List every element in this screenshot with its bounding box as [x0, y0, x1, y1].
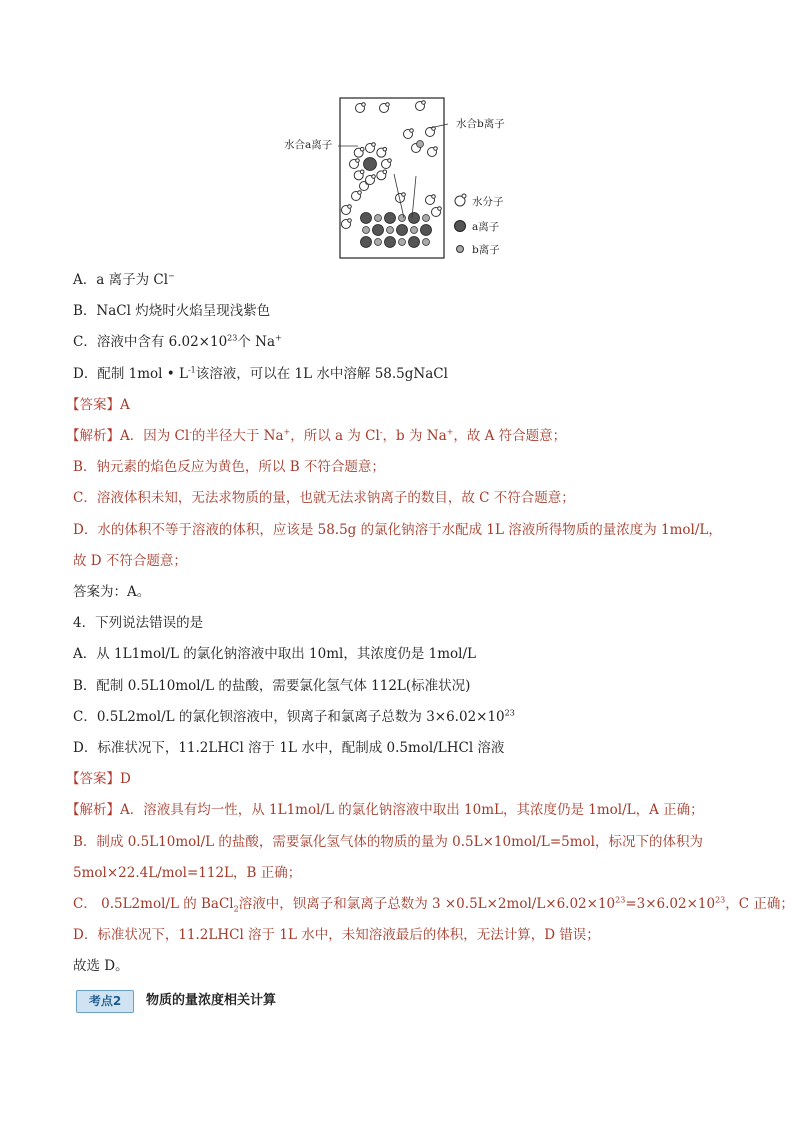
lattice-b-ion	[375, 215, 382, 222]
water-hydrogen	[348, 219, 352, 223]
water-hydrogen	[348, 205, 352, 209]
lattice-b-ion	[375, 239, 382, 246]
q3-analysis-b: B．钠元素的焰色反应为黄色，所以 B 不符合题意；	[73, 459, 385, 475]
lattice-a-ion	[397, 225, 408, 236]
q3-answer: 【答案】A	[66, 397, 130, 413]
hydrated-a-ion	[364, 158, 377, 171]
q3-option-a: A．a 离子为 Cl−	[73, 271, 175, 288]
legend-a-label: a离子	[472, 221, 500, 233]
legend-a-icon	[455, 221, 466, 232]
q4-analysis-b-cont: 5mol×22.4L/mol=112L，B 正确；	[73, 865, 302, 881]
water-hydrogen	[402, 193, 406, 197]
water-hydrogen	[360, 147, 364, 151]
lattice-a-ion	[409, 213, 420, 224]
water-hydrogen	[372, 143, 376, 147]
water-hydrogen	[383, 147, 387, 151]
q3-analysis-c: C．溶液体积未知，无法求物质的量，也就无法求钠离子的数目，故 C 不符合题意；	[73, 490, 575, 506]
water-hydrogen	[388, 159, 392, 163]
lattice-a-ion	[409, 237, 420, 248]
q4-analysis-d: D．标准状况下，11.2LHCl 溶于 1L 水中，未知溶液最后的体积，无法计算，D 错误；	[73, 927, 600, 943]
lattice-a-ion	[385, 237, 396, 248]
q4-option-a: A．从 1L1mol/L 的氯化钠溶液中取出 10ml，其浓度仍是 1mol/L	[73, 646, 476, 662]
q4-stem: 4．下列说法错误的是	[73, 615, 204, 631]
q3-analysis-a: 【解析】A．因为 Cl-的半径大于 Na+，所以 a 为 Cl-，b 为 Na+，故 A 符合题意；	[66, 427, 567, 444]
q4-answer: 【答案】D	[66, 771, 131, 787]
q4-option-c: C．0.5L2mol/L 的氯化钡溶液中，钡离子和氯离子总数为 $3\times 6.02\times 10^{23}$	[73, 708, 515, 725]
water-hydrogen	[386, 103, 390, 107]
lattice-a-ion	[385, 213, 396, 224]
arrow-line-2	[412, 176, 416, 218]
q3-option-c: C．溶液中含有 $6.02\times 10^{23}$个 Na+	[73, 333, 282, 350]
lattice-b-ion	[423, 239, 430, 246]
water-hydrogen	[410, 129, 414, 133]
q3-option-b: B．NaCl 灼烧时火焰呈现浅紫色	[73, 303, 271, 319]
lattice-b-ion	[399, 239, 406, 246]
lattice-b-ion	[399, 215, 406, 222]
water-hydrogen	[372, 175, 376, 179]
legend-b-icon	[457, 246, 464, 253]
lattice-b-ion	[411, 227, 418, 234]
water-hydrogen	[434, 147, 438, 151]
q3-final: 答案为：A。	[73, 584, 151, 600]
q4-analysis-c: C． 0.5L2mol/L 的 BaCl$_2$溶液中，钡离子和氯离子总数为 $3 \times 0.5L\times 2mol/L\times 6.02\times 10^{23}=3\times 6.02\times 10^{23}$，C 正确；	[73, 895, 794, 914]
water-hydrogen	[432, 195, 436, 199]
q4-option-d: D．标准状况下，11.2LHCl 溶于 1L 水中，配制成 0.5mol/LHCl 溶液	[73, 740, 505, 756]
label-hydrated-a: 水合a离子	[284, 139, 333, 151]
lattice-a-ion	[361, 213, 372, 224]
section-title: 物质的量浓度相关计算	[146, 993, 277, 1008]
water-hydrogen	[438, 207, 442, 211]
water-hydrogen	[358, 191, 362, 195]
lattice-a-ion	[361, 237, 372, 248]
lattice-b-ion	[363, 227, 370, 234]
legend-b-label: b离子	[472, 244, 500, 256]
q3-analysis-d-cont: 故 D 不符合题意；	[73, 553, 187, 569]
legend-water-label: 水分子	[472, 196, 504, 208]
lattice-b-ion	[423, 215, 430, 222]
water-hydrogen	[360, 170, 364, 174]
q4-final: 故选 D。	[73, 958, 129, 974]
label-b-pointer	[430, 124, 448, 128]
water-hydrogen	[356, 159, 360, 163]
ion-hydration-diagram	[280, 96, 520, 260]
label-hydrated-b: 水合b离子	[456, 118, 505, 130]
q4-option-b: B．配制 0.5L10mol/L 的盐酸，需要氯化氢气体 112L(标准状况)	[73, 678, 471, 694]
lattice-a-ion	[421, 225, 432, 236]
water-hydrogen	[383, 170, 387, 174]
q3-option-d: D．配制 1mol • $L^{-1}$该溶液，可以在 1L 水中溶解 58.5gNaCl	[73, 365, 448, 382]
q3-analysis-d: D．水的体积不等于溶液的体积，应该是 58.5g 的氯化钠溶于水配成 1L 溶液所得物质的量浓度为 1mol/L，	[73, 522, 722, 538]
water-hydrogen	[362, 103, 366, 107]
q4-analysis-a: 【解析】A．溶液具有均一性，从 1L1mol/L 的氯化钠溶液中取出 10mL，其浓度仍是 1mol/L，A 正确；	[66, 802, 704, 818]
section-badge: 考点2	[76, 990, 134, 1013]
hydrated-b-ion	[417, 141, 424, 148]
legend-water-icon-h	[462, 194, 466, 198]
lattice-b-ion	[387, 227, 394, 234]
q4-analysis-b: B．制成 0.5L10mol/L 的盐酸，需要氯化氢气体的物质的量为 0.5L×10mol/L=5mol，标况下的体积为	[73, 834, 703, 850]
water-hydrogen	[422, 101, 426, 105]
lattice-a-ion	[373, 225, 384, 236]
